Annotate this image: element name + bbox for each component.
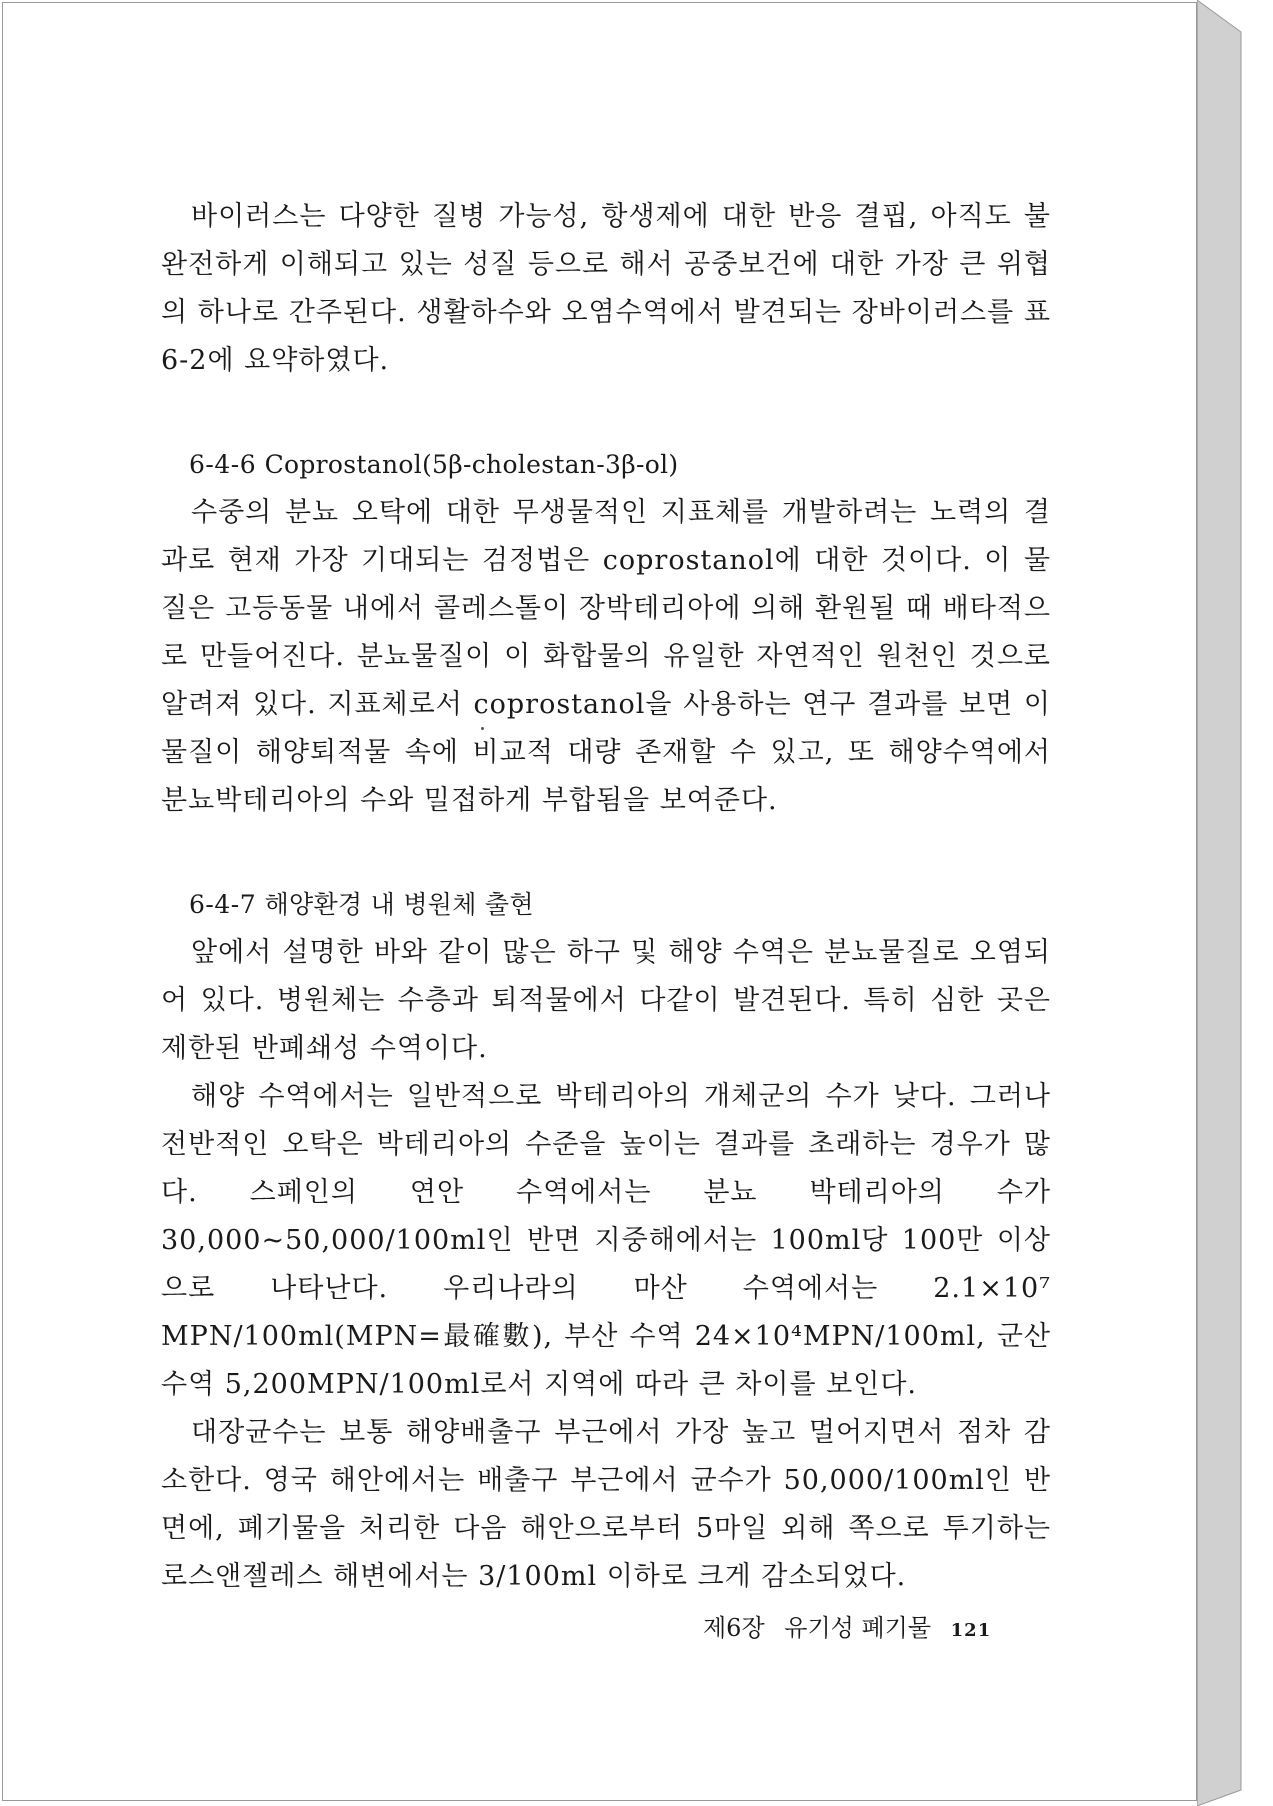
pathogen-paragraph-1: 앞에서 설명한 바와 같이 많은 하구 및 해양 수역은 분뇨물질로 오염되어 있다. 병원체는 수층과 퇴적물에서 다같이 발견된다. 특히 심한 곳은 제한된 반폐쇄성 수역이다. [161,937,1051,1064]
section-number: 6-4-6 [189,450,257,479]
chapter-title: 유기성 폐기물 [784,1614,932,1642]
section-number: 6-4-7 [189,890,257,919]
section-title: Coprostanol(5β-cholestan-3β-ol) [264,450,679,479]
page-body [161,193,1051,1601]
page-footer [703,1608,1033,1643]
pathogen-paragraph-2: 해양 수역에서는 일반적으로 박테리아의 개체군의 수가 낮다. 그러나 전반적인 오탁은 박테리아의 수준을 높이는 결과를 초래하는 경우가 많다. 스페인의 연안 수역에서는 분뇨 박테리아의 수가 30,000~50,000/100ml인 반면 지중해에서는 100ml당 100만 이상으로 나타난다. 우리나라의 마산 수역에서는 2.1×10⁷ MPN/100ml(MPN=最確數), 부산 수역 24×10⁴MPN/100ml, 군산 수역 5,200MPN/100ml로서 지역에 따라 큰 차이를 보인다. [161,1081,1051,1400]
intro-paragraph: 바이러스는 다양한 질병 가능성, 항생제에 대한 반응 결핍, 아직도 불완전하게 이해되고 있는 성질 등으로 해서 공중보건에 대한 가장 큰 위협의 하나로 간주된다. 생활하수와 오염수역에서 발견되는 장바이러스를 표 6-2에 요약하였다. [161,201,1051,376]
document-page [2,2,1197,1801]
chapter-label: 제6장 [703,1614,765,1642]
section-heading-6-4-7 [161,881,1051,929]
coprostanol-paragraph: 수중의 분뇨 오탁에 대한 무생물적인 지표체를 개발하려는 노력의 결과로 현재 가장 기대되는 검정법은 coprostanol에 대한 것이다. 이 물질은 고등동물 내에서 콜레스톨이 장박테리아에 의해 환원될 때 배타적으로 만들어진다. 분뇨물질이 이 화합물의 유일한 자연적인 원천인 것으로 알려져 있다. 지표체로서 coprostanol을 사용하는 연구 결과를 보면 이 물질이 해양퇴적물 속에 비교적 대량 존재할 수 있고, 또 해양수역에서 분뇨박테리아의 수와 밀접하게 부합됨을 보여준다. [161,497,1051,816]
section-heading-6-4-6 [161,441,1051,489]
scan-speck [481,727,484,730]
page-number: 121 [950,1620,992,1641]
section-title: 해양환경 내 병원체 출현 [264,890,534,919]
pathogen-paragraph-3: 대장균수는 보통 해양배출구 부근에서 가장 높고 멀어지면서 점차 감소한다. 영국 해안에서는 배출구 부근에서 균수가 50,000/100ml인 반면에, 폐기물을 처리한 다음 해안으로부터 5마일 외해 쪽으로 투기하는 로스앤젤레스 해변에서는 3/100ml 이하로 크게 감소되었다. [161,1417,1051,1592]
book-spine [1197,0,1245,1806]
